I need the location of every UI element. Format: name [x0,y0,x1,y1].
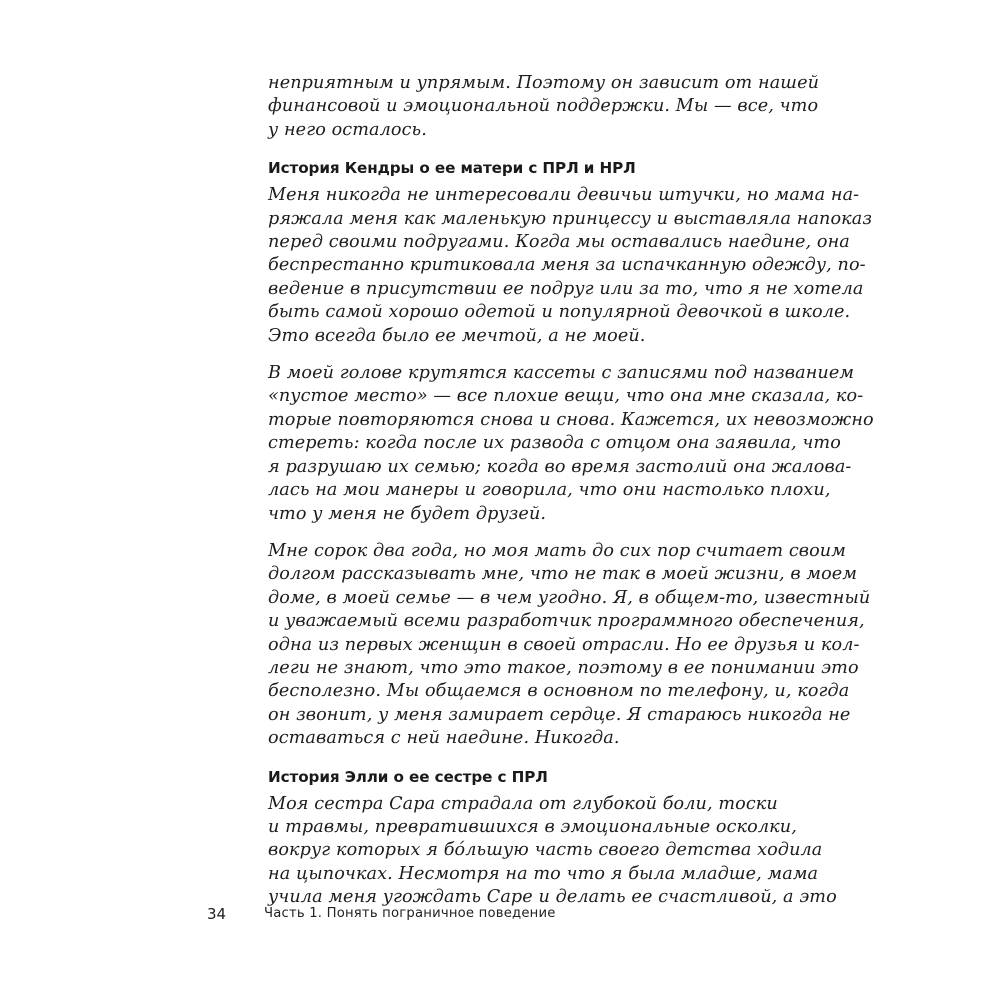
text-line: вокруг которых я бóльшую часть своего детства ходила [268,840,823,861]
text-line: Меня никогда не интересовали девичьи штучки, но мама на- [268,185,860,206]
text-line: и уважаемый всеми разработчик программного обеспечения, [268,611,865,632]
text-line: у него осталось. [268,119,427,140]
text-line: бесполезно. Мы общаемся в основном по телефону, и, когда [268,681,850,702]
text-line: долгом рассказывать мне, что не так в моей жизни, в моем [268,564,858,585]
kendra-paragraph-3 [268,540,871,751]
text-line: одна из первых женщин в своей отрасли. Но ее друзья и кол- [268,634,860,655]
text-line: что у меня не будет друзей. [268,503,547,524]
text-line: «пустое место» — все плохие вещи, что она мне сказала, ко- [268,386,864,407]
section-heading-kendra: История Кендры о ее матери с ПРЛ и НРЛ [268,159,636,178]
text-line: он звонит, у меня замирает сердце. Я стараюсь никогда не [268,704,851,725]
intro-paragraph [268,72,820,142]
text-line: ведение в присутствии ее подруг или за то, что я не хотела [268,278,864,299]
page-number: 34 [207,905,227,923]
text-line: и травмы, превратившихся в эмоциональные осколки, [268,816,797,837]
text-line: Моя сестра Сара страдала от глубокой боли, тоски [268,793,778,814]
section-heading-ellie: История Элли о ее сестре с ПРЛ [268,767,548,786]
text-line: быть самой хорошо одетой и популярной девочкой в школе. [268,302,851,323]
kendra-paragraph-1 [268,184,873,348]
text-line: я разрушаю их семью; когда во время застолий она жалова- [268,456,852,477]
page-footer [0,905,1000,927]
ellie-paragraph [268,793,837,910]
text-line: неприятным и упрямым. Поэтому он зависит от нашей [268,73,820,93]
text-line: Мне сорок два года, но моя мать до сих пор считает своим [268,540,846,561]
running-title: Часть 1. Понять пограничное поведение [264,906,556,921]
text-line: ряжала меня как маленькую принцессу и выставляла напоказ [268,208,873,229]
text-line: леги не знают, что это такое, поэтому в ее понимании это [268,657,859,678]
text-line: доме, в моей семье — в чем угодно. Я, в общем-то, известный [268,587,871,608]
text-line: В моей голове крутятся кассеты с записями под названием [268,363,855,384]
text-line: учила меня угождать Саре и делать ее счастливой, а это [268,887,837,908]
text-line: стереть: когда после их развода с отцом она заявила, что [268,433,841,454]
text-line: оставаться с ней наедине. Никогда. [268,728,620,749]
text-line: торые повторяются снова и снова. Кажется, их невозможно [268,409,874,430]
text-line: перед своими подругами. Когда мы оставались наедине, она [268,232,850,253]
text-line: Это всегда было ее мечтой, а не моей. [268,325,646,346]
text-line: лась на мои манеры и говорила, что они настолько плохи, [268,480,831,501]
text-line: на цыпочках. Несмотря на то что я была младше, мама [268,863,819,884]
text-line: финансовой и эмоциональной поддержки. Мы — все, что [268,96,819,117]
kendra-paragraph-2 [268,362,874,526]
text-column [268,72,874,910]
text-line: беспрестанно критиковала меня за испачканную одежду, по- [268,255,866,276]
